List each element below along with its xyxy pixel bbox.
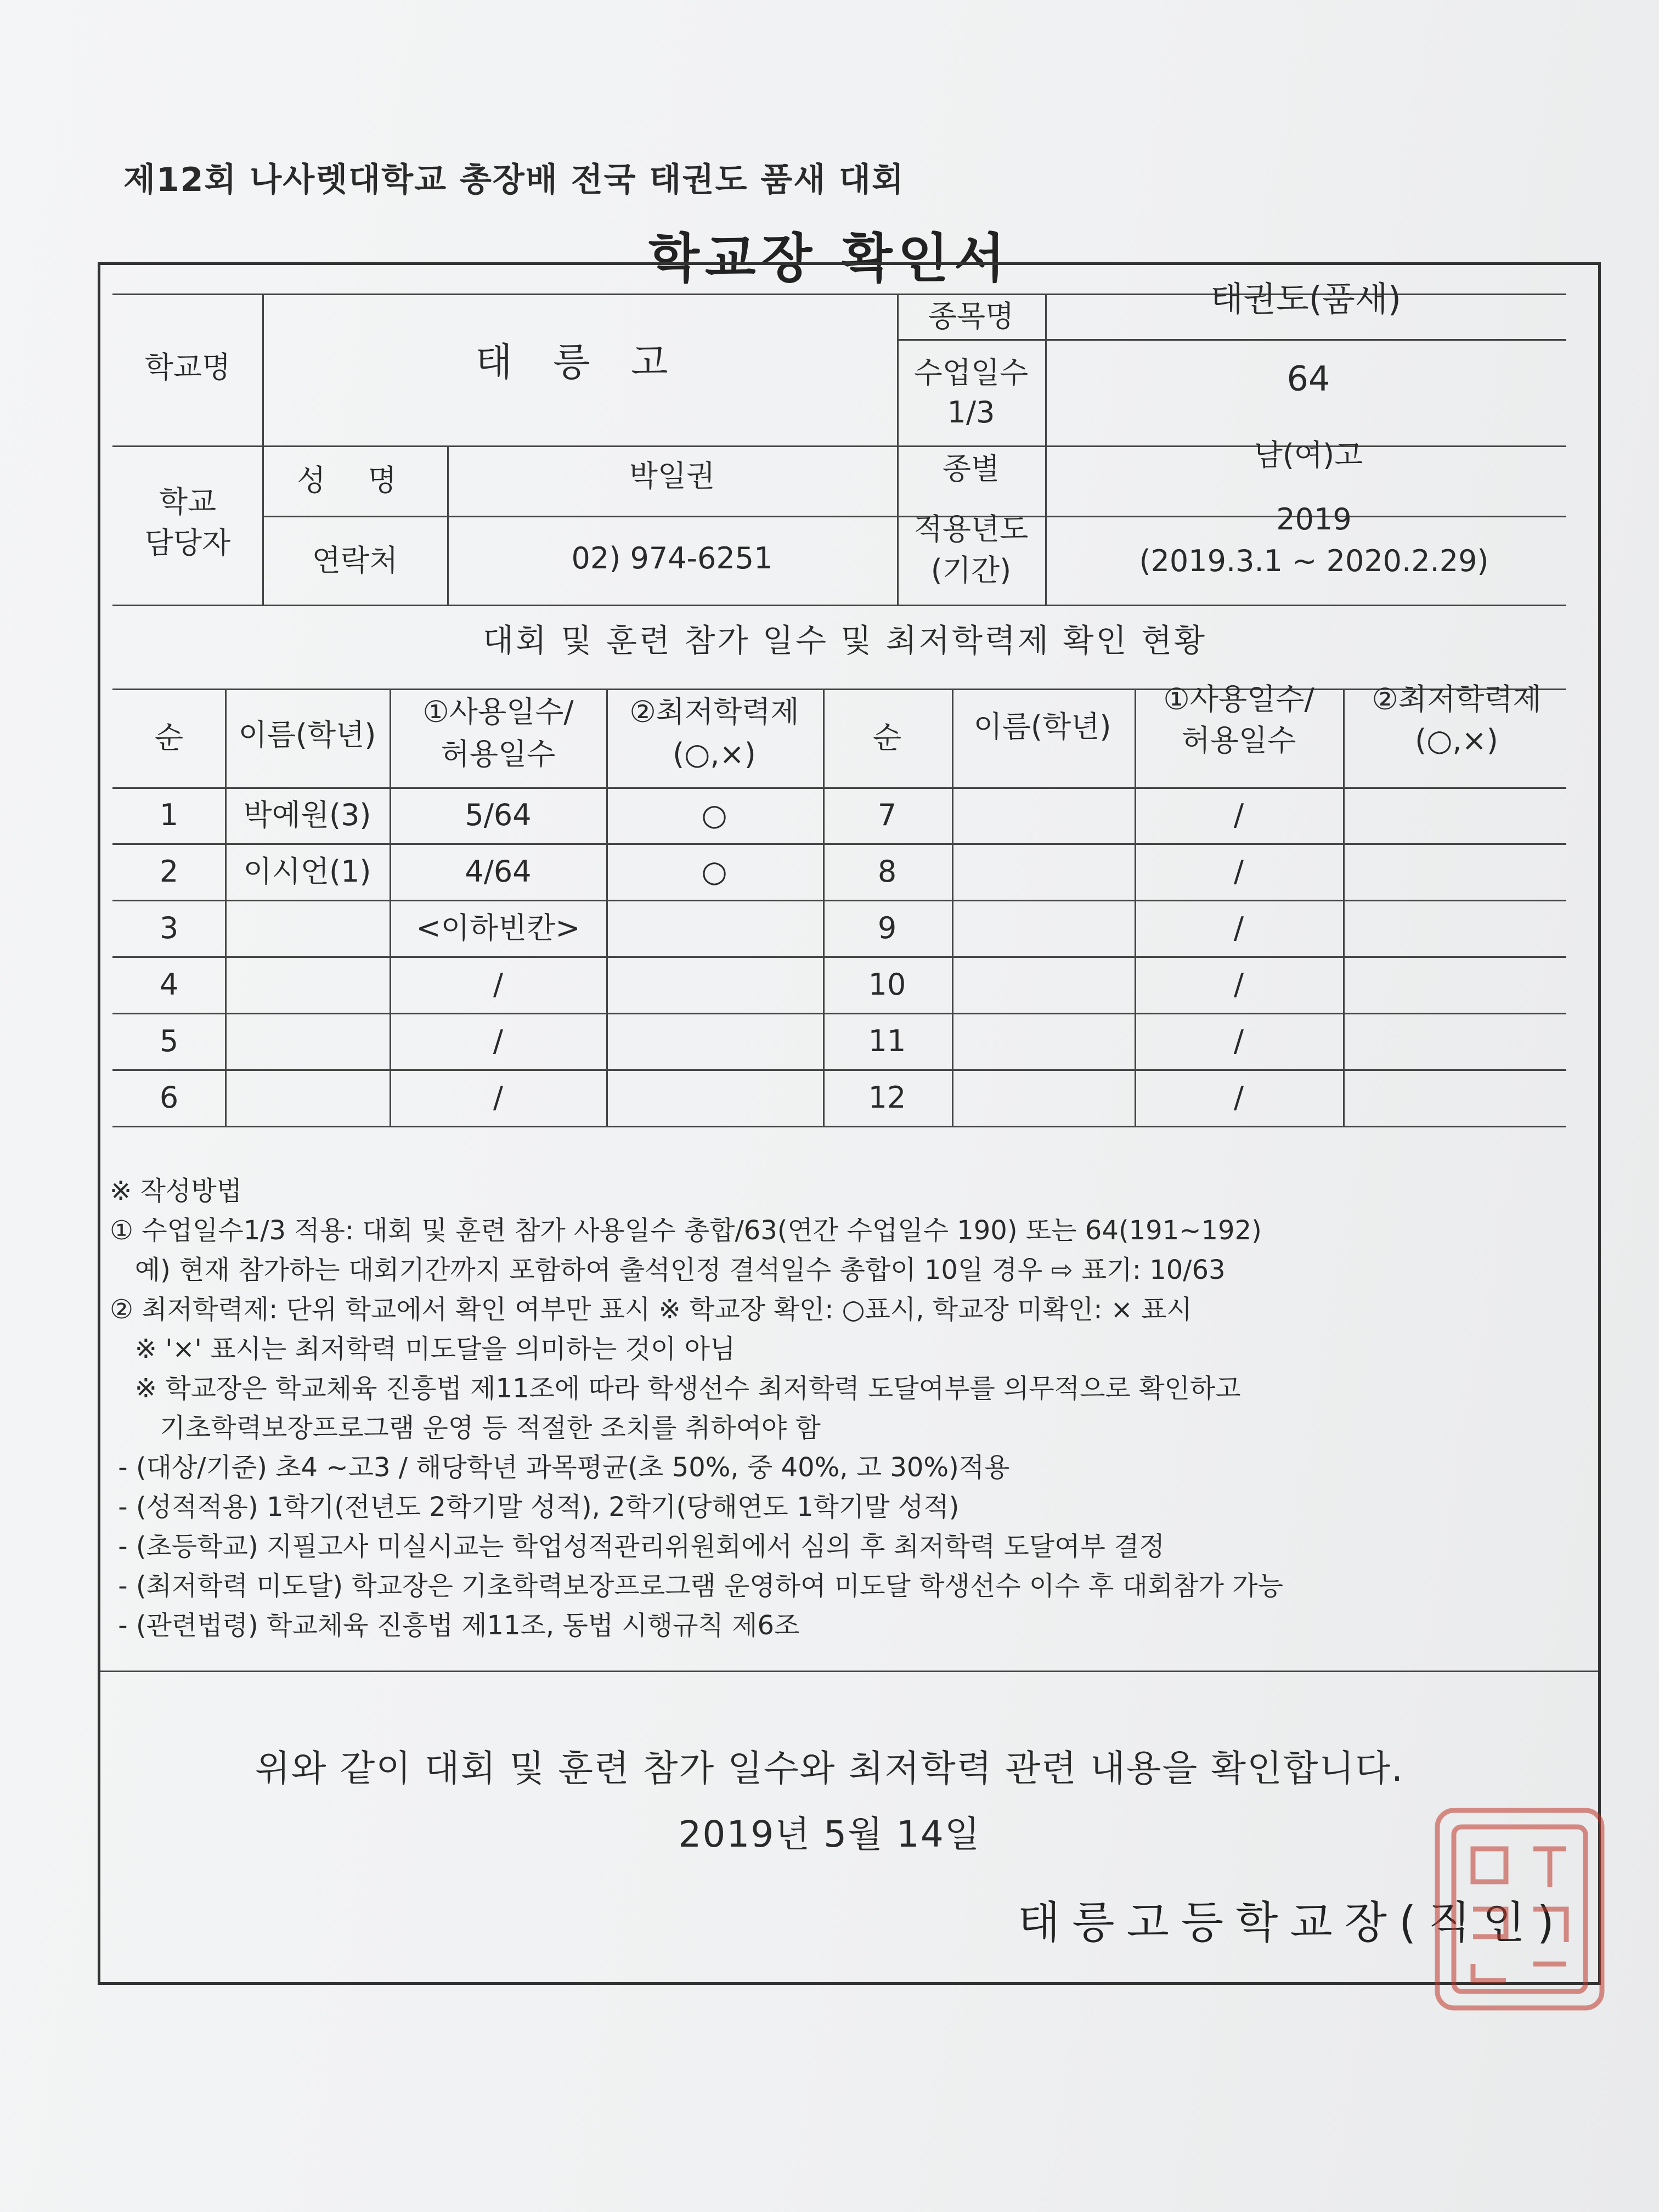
class-days-value: 64: [1286, 358, 1330, 399]
instruction-line: - (성적적용) 1학기(전년도 2학기말 성적), 2학기(당해연도 1학기말 성적): [110, 1492, 960, 1522]
rule: [112, 843, 1566, 845]
rule: [823, 689, 825, 1126]
rule: [897, 339, 1566, 341]
header-name: 이름(학년): [238, 717, 376, 752]
cell-no: 7: [877, 797, 897, 832]
cell-check: ○: [701, 797, 727, 832]
cell-days: /: [1233, 910, 1244, 945]
rule: [952, 689, 953, 1126]
rule: [1135, 689, 1136, 1126]
instruction-line: ※ '×' 표시는 최저학력 미도달을 의미하는 것이 아님: [110, 1334, 736, 1364]
instruction-line: - (관련법령) 학교체육 진흥법 제11조, 동법 시행규칙 제6조: [110, 1610, 800, 1641]
rule: [390, 689, 391, 1126]
cell-no: 12: [868, 1080, 906, 1115]
instruction-line: - (최저학력 미도달) 학교장은 기초학력보장프로그램 운영하여 미도달 학생선수 이수 후 대회참가 가능: [110, 1571, 1283, 1601]
manager-label-2: 담당자: [144, 525, 231, 560]
rule: [262, 294, 264, 605]
rule: [112, 956, 1566, 958]
instruction-line: 예) 현재 참가하는 대회기간까지 포함하여 출석인정 결석일수 총합이 10일 경우 ⇨ 표기: 10/63: [110, 1255, 1226, 1285]
cell-days: /: [1233, 1023, 1244, 1058]
school-name-value: 태 릉 고: [475, 339, 682, 385]
confirmation-statement: 위와 같이 대회 및 훈련 참가 일수와 최저학력 관련 내용을 확인합니다.: [255, 1747, 1404, 1790]
cell-days: /: [1233, 1080, 1244, 1115]
cell-days: /: [1233, 967, 1244, 1002]
header-used-days-2: 허용일수: [441, 736, 556, 771]
event-type-value: 태권도(품새): [1210, 279, 1401, 319]
cell-no: 5: [159, 1023, 179, 1058]
instruction-line: - (대상/기준) 초4 ~고3 / 해당학년 과목평균(초 50%, 중 40%, 고 30%)적용: [110, 1452, 1010, 1483]
rule: [447, 445, 449, 605]
period-label-2: (기간): [930, 552, 1012, 588]
rule: [112, 1013, 1566, 1014]
header-min-academic-2: (○,×): [673, 736, 756, 771]
cell-name: 이시언(1): [243, 854, 371, 889]
school-name-label: 학교명: [144, 349, 231, 385]
instruction-line: ※ 작성방법: [110, 1176, 242, 1206]
header-used-days-1: ①사용일수/: [1163, 681, 1314, 716]
contact-value: 02) 974-6251: [571, 540, 773, 575]
official-seal-icon: [1421, 1799, 1618, 2019]
section-title: 대회 및 훈련 참가 일수 및 최저학력제 확인 현황: [482, 622, 1207, 659]
manager-label-1: 학교: [159, 484, 217, 519]
header-no: 순: [872, 720, 902, 755]
cell-days: 5/64: [465, 797, 532, 832]
header-used-days-1: ①사용일수/: [422, 694, 574, 729]
event-name: 제12회 나사렛대학교 총장배 전국 태권도 품새 대회: [123, 161, 905, 199]
cell-days: /: [493, 1080, 504, 1115]
rule: [112, 1069, 1566, 1071]
cell-no: 11: [868, 1023, 906, 1058]
cell-days: /: [1233, 854, 1244, 889]
gender-label: 종별: [942, 451, 1000, 486]
form-frame: [98, 262, 1601, 1985]
cell-no: 1: [159, 797, 179, 832]
cell-days: 4/64: [465, 854, 532, 889]
period-year: 2019: [1276, 501, 1352, 537]
rule: [112, 605, 1566, 606]
class-days-label-2: 1/3: [947, 394, 995, 430]
document-title: 학교장 확인서: [648, 228, 1011, 289]
contact-label: 연락처: [312, 543, 398, 578]
cell-days: <이하빈칸>: [416, 910, 580, 945]
cell-no: 4: [159, 967, 179, 1002]
header-min-academic-1: ②최저학력제: [1372, 681, 1542, 716]
rule: [100, 1671, 1598, 1672]
instruction-line: ※ 학교장은 학교체육 진흥법 제11조에 따라 학생선수 최저학력 도달여부를 의무적으로 확인하고: [110, 1373, 1241, 1404]
rule: [225, 689, 227, 1126]
instruction-line: - (초등학교) 지필고사 미실시교는 학업성적관리위원회에서 심의 후 최저학력 도달여부 결정: [110, 1531, 1165, 1562]
cell-days: /: [1233, 797, 1244, 832]
rule: [606, 689, 608, 1126]
issue-date: 2019년 5월 14일: [678, 1813, 981, 1855]
cell-no: 9: [877, 910, 897, 945]
instruction-line: 기초학력보장프로그램 운영 등 적절한 조치를 취하여야 함: [110, 1413, 821, 1443]
rule: [1045, 294, 1047, 605]
header-no: 순: [154, 720, 184, 755]
cell-no: 10: [868, 967, 906, 1002]
cell-check: ○: [701, 854, 727, 889]
header-name: 이름(학년): [973, 709, 1111, 744]
rule: [112, 900, 1566, 901]
cell-no: 6: [159, 1080, 179, 1115]
header-min-academic-1: ②최저학력제: [629, 694, 799, 729]
period-label-1: 적용년도: [913, 511, 1029, 546]
rule: [1343, 689, 1345, 1126]
manager-name-value: 박일권: [629, 458, 715, 493]
cell-no: 8: [877, 854, 897, 889]
writing-instructions: [110, 1171, 1591, 1645]
period-range: (2019.3.1 ~ 2020.2.29): [1139, 543, 1489, 578]
gender-value: 남(여)고: [1254, 437, 1363, 472]
cell-days: /: [493, 1023, 504, 1058]
cell-name: 박예원(3): [243, 797, 371, 832]
cell-no: 3: [159, 910, 179, 945]
header-used-days-2: 허용일수: [1181, 723, 1296, 758]
instruction-line: ① 수업일수1/3 적용: 대회 및 훈련 참가 사용일수 총합/63(연간 수업일수 190) 또는 64(191~192): [110, 1215, 1262, 1246]
cell-no: 2: [159, 854, 179, 889]
header-min-academic-2: (○,×): [1415, 723, 1498, 758]
manager-name-label: 성 명: [297, 462, 413, 498]
rule: [112, 1126, 1566, 1127]
rule: [112, 689, 1566, 690]
rule: [112, 787, 1566, 789]
instruction-line: ② 최저학력제: 단위 학교에서 확인 여부만 표시 ※ 학교장 확인: ○표시, 학교장 미확인: × 표시: [110, 1294, 1192, 1325]
rule: [897, 294, 899, 605]
class-days-label-1: 수업일수: [913, 355, 1029, 390]
cell-days: /: [493, 967, 504, 1002]
event-type-label: 종목명: [928, 298, 1014, 334]
principal-signature-line: 태릉고등학교장(직인): [1018, 1897, 1566, 1948]
